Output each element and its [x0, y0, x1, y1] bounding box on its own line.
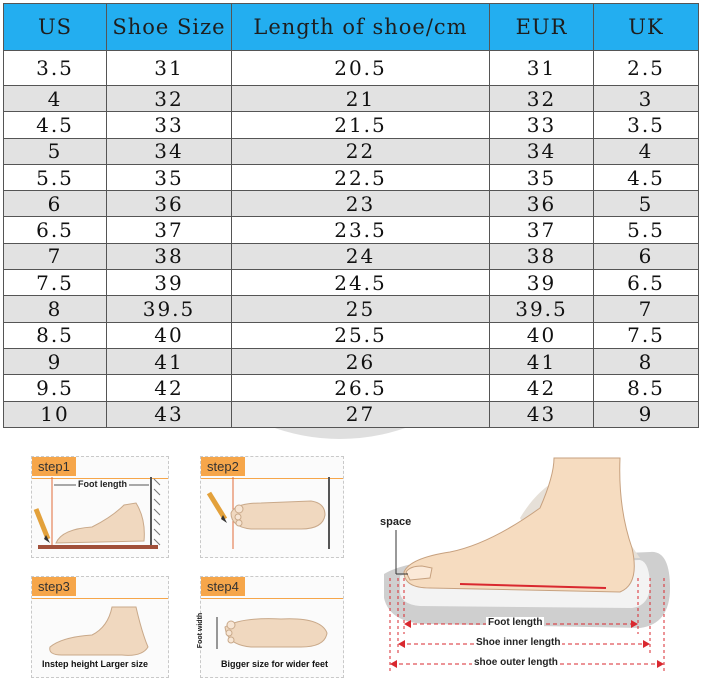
space-label: space: [380, 516, 412, 528]
step4-foot-width-label: Foot width: [197, 612, 205, 649]
table-row: [4, 375, 699, 401]
step3-panel: [31, 576, 169, 678]
step4-caption: Bigger size for wider feet: [221, 659, 329, 669]
table-row: [4, 86, 699, 112]
cell-length: 24: [232, 243, 490, 269]
cell-uk: 7: [594, 296, 699, 322]
step2-panel: [200, 456, 344, 558]
cell-eur: 39.5: [490, 296, 594, 322]
cell-us: 5: [4, 138, 107, 164]
cell-shoe-size: 38: [107, 243, 232, 269]
shoe-measurement-diagram: [370, 448, 698, 688]
table-row: [4, 401, 699, 427]
cell-eur: 34: [490, 138, 594, 164]
step3-caption: Instep height Larger size: [42, 659, 149, 669]
cell-eur: 39: [490, 270, 594, 296]
table-body: [4, 51, 699, 428]
cell-uk: 6.5: [594, 270, 699, 296]
header-shoe-size: Shoe Size: [107, 4, 232, 51]
cell-shoe-size: 33: [107, 112, 232, 138]
cell-us: 4: [4, 86, 107, 112]
cell-length: 23: [232, 191, 490, 217]
table-row: [4, 243, 699, 269]
cell-uk: 8.5: [594, 375, 699, 401]
header-length: Length of shoe/cm: [232, 4, 490, 51]
cell-us: 4.5: [4, 112, 107, 138]
shoe-outer-length-label: shoe outer length: [474, 657, 558, 668]
size-chart-table: [3, 3, 699, 428]
cell-uk: 3.5: [594, 112, 699, 138]
cell-uk: 3: [594, 86, 699, 112]
cell-us: 7.5: [4, 270, 107, 296]
cell-us: 10: [4, 401, 107, 427]
cell-eur: 37: [490, 217, 594, 243]
foot-length-label: Foot length: [488, 617, 543, 628]
cell-eur: 31: [490, 51, 594, 86]
header-uk: UK: [594, 4, 699, 51]
cell-eur: 32: [490, 86, 594, 112]
cell-eur: 35: [490, 164, 594, 190]
cell-shoe-size: 41: [107, 348, 232, 374]
cell-length: 26: [232, 348, 490, 374]
table-row: [4, 296, 699, 322]
table-row: [4, 191, 699, 217]
table-row: [4, 270, 699, 296]
cell-uk: 5.5: [594, 217, 699, 243]
step2-tag: step2: [201, 457, 245, 476]
cell-us: 9: [4, 348, 107, 374]
cell-shoe-size: 42: [107, 375, 232, 401]
step1-tag: step1: [32, 457, 76, 476]
cell-length: 25.5: [232, 322, 490, 348]
cell-length: 26.5: [232, 375, 490, 401]
cell-eur: 36: [490, 191, 594, 217]
cell-us: 6.5: [4, 217, 107, 243]
table-row: [4, 51, 699, 86]
table-row: [4, 164, 699, 190]
cell-length: 20.5: [232, 51, 490, 86]
cell-length: 22: [232, 138, 490, 164]
shoe-inner-length-label: Shoe inner length: [476, 637, 561, 648]
cell-length: 24.5: [232, 270, 490, 296]
step1-panel: [31, 456, 169, 558]
cell-length: 25: [232, 296, 490, 322]
cell-shoe-size: 35: [107, 164, 232, 190]
table-row: [4, 112, 699, 138]
cell-us: 7: [4, 243, 107, 269]
cell-us: 5.5: [4, 164, 107, 190]
cell-shoe-size: 37: [107, 217, 232, 243]
cell-uk: 4: [594, 138, 699, 164]
shoe-cross-section-illustration: [370, 448, 698, 688]
table-row: [4, 322, 699, 348]
cell-length: 21.5: [232, 112, 490, 138]
cell-uk: 8: [594, 348, 699, 374]
step2-illustration: [201, 457, 343, 557]
step1-foot-length-label: Foot length: [78, 479, 127, 489]
cell-length: 27: [232, 401, 490, 427]
cell-eur: 42: [490, 375, 594, 401]
header-us: US: [4, 4, 107, 51]
cell-us: 8.5: [4, 322, 107, 348]
cell-us: 6: [4, 191, 107, 217]
cell-shoe-size: 40: [107, 322, 232, 348]
cell-eur: 40: [490, 322, 594, 348]
cell-shoe-size: 36: [107, 191, 232, 217]
cell-uk: 2.5: [594, 51, 699, 86]
cell-shoe-size: 32: [107, 86, 232, 112]
step3-tag: step3: [32, 577, 76, 596]
cell-length: 23.5: [232, 217, 490, 243]
cell-us: 9.5: [4, 375, 107, 401]
size-chart-table-container: [3, 3, 698, 428]
cell-shoe-size: 43: [107, 401, 232, 427]
table-row: [4, 348, 699, 374]
cell-shoe-size: 39: [107, 270, 232, 296]
table-header-row: [4, 4, 699, 51]
table-row: [4, 217, 699, 243]
cell-length: 21: [232, 86, 490, 112]
cell-shoe-size: 31: [107, 51, 232, 86]
cell-eur: 43: [490, 401, 594, 427]
cell-uk: 9: [594, 401, 699, 427]
cell-length: 22.5: [232, 164, 490, 190]
cell-uk: 5: [594, 191, 699, 217]
step4-tag: step4: [201, 577, 245, 596]
step1-illustration: [32, 457, 168, 557]
cell-shoe-size: 39.5: [107, 296, 232, 322]
cell-eur: 38: [490, 243, 594, 269]
cell-uk: 6: [594, 243, 699, 269]
header-eur: EUR: [490, 4, 594, 51]
cell-uk: 4.5: [594, 164, 699, 190]
cell-us: 3.5: [4, 51, 107, 86]
step4-panel: [197, 576, 344, 678]
cell-uk: 7.5: [594, 322, 699, 348]
cell-eur: 41: [490, 348, 594, 374]
cell-shoe-size: 34: [107, 138, 232, 164]
cell-eur: 33: [490, 112, 594, 138]
cell-us: 8: [4, 296, 107, 322]
table-row: [4, 138, 699, 164]
